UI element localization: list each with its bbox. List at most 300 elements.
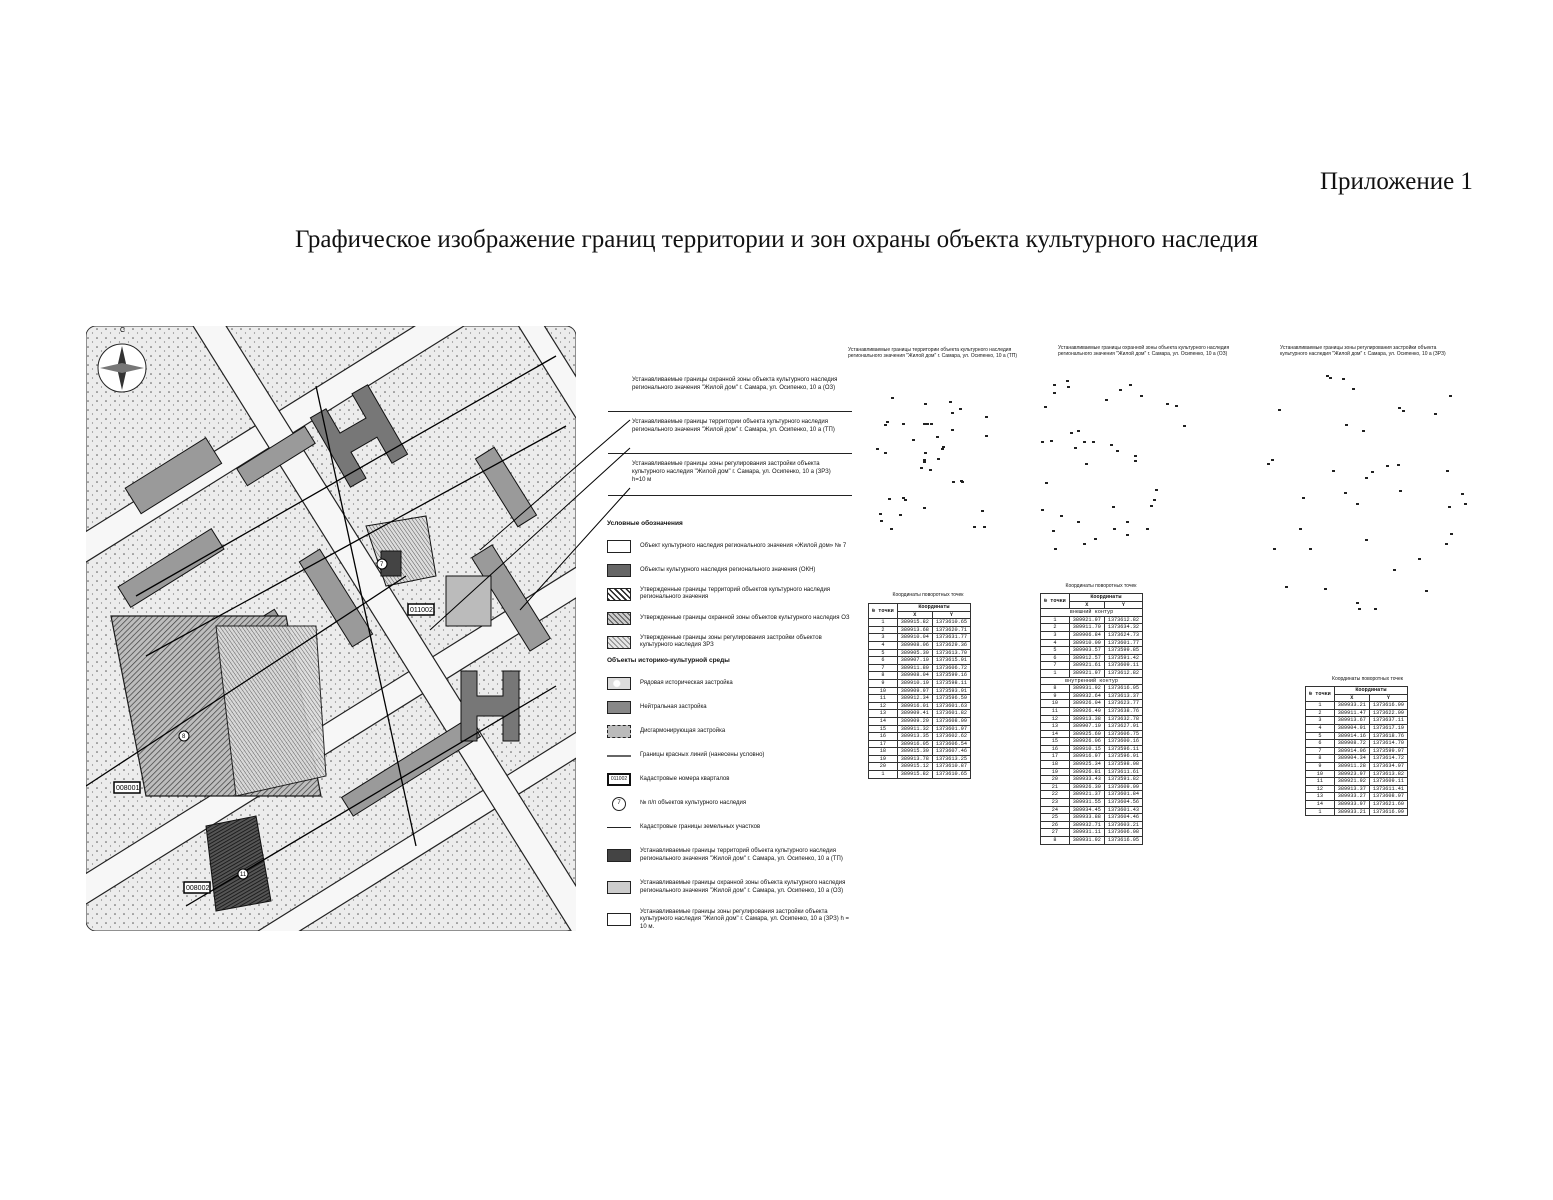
legend-symbol: 7 [612, 797, 626, 811]
table-cell: 389914.06 [1334, 747, 1369, 755]
table-cell: 27 [1041, 829, 1070, 837]
table-cell: 1373610.65 [932, 771, 970, 779]
table-cell: 16 [1041, 745, 1070, 753]
table-cell: 1373623.77 [1104, 700, 1142, 708]
legend-symbol [607, 725, 631, 738]
table-cell: 389910.19 [897, 679, 932, 687]
legend-item [607, 873, 851, 903]
table-cell: 1373611.61 [1104, 768, 1142, 776]
table-row [1306, 717, 1408, 725]
boundary-point-mark [981, 510, 984, 512]
table-row [1041, 616, 1143, 624]
coordinates-table-zrz [1305, 686, 1408, 816]
table-row [869, 771, 971, 779]
boundary-point-mark [1070, 432, 1073, 434]
table-cell: 389923.97 [1334, 770, 1369, 778]
table-cell: 11 [1306, 778, 1335, 786]
table-cell: 1373616.99 [1369, 702, 1407, 710]
table-row [869, 619, 971, 627]
table-row [1306, 808, 1408, 816]
table-row [1041, 829, 1143, 837]
table-cell: 389931.11 [1069, 829, 1104, 837]
table-cell: 15 [869, 725, 898, 733]
table-row [1041, 753, 1143, 761]
boundary-point-mark [960, 480, 963, 482]
legend-item [607, 631, 851, 653]
table-cell: 389933.21 [1334, 808, 1369, 816]
table-cell: 24 [1041, 806, 1070, 814]
table-row [1041, 624, 1143, 632]
boundary-point-mark [1356, 503, 1359, 505]
boundary-point-mark [1425, 590, 1428, 592]
boundary-point-mark [961, 481, 964, 483]
legend [607, 520, 851, 937]
table-cell: 1373614.70 [1369, 740, 1407, 748]
legend-item [607, 607, 851, 629]
table-cell: 3 [869, 634, 898, 642]
table-cell: 12 [1306, 785, 1335, 793]
boundary-point-mark [1074, 447, 1077, 449]
table-cell: 1373621.60 [1369, 800, 1407, 808]
table-cell: 1 [1306, 808, 1335, 816]
table-cell: 389931.92 [1069, 685, 1104, 693]
table-cell: 389931.92 [1069, 837, 1104, 845]
table-cell: 1373607.46 [932, 748, 970, 756]
appendix-label: Приложение 1 [1320, 168, 1473, 195]
table-cell: 389926.81 [1069, 768, 1104, 776]
boundary-point-mark [983, 526, 986, 528]
col-x: X [897, 611, 932, 619]
boundary-point-mark [924, 452, 927, 454]
table-row [869, 733, 971, 741]
legend-text: Утвержденные границы охранной зоны объектов культурного наследия ОЗ [640, 614, 850, 621]
col-point: № точки [1306, 687, 1335, 702]
col-y: Y [932, 611, 970, 619]
table-cell: 1373613.70 [932, 649, 970, 657]
table-row [1041, 814, 1143, 822]
table-cell: 14 [869, 717, 898, 725]
legend-text: Кадастровые номера кварталов [640, 776, 730, 783]
table-cell: 1373615.91 [932, 657, 970, 665]
boundary-point-mark [1134, 455, 1137, 457]
table-row [1041, 806, 1143, 814]
legend-text: Устанавливаемые границы зоны регулирования застройки объекта культурного наследия "Жилой дом" г. Самара, ул. Осипенко, 10 а (ЗРЗ) h = 10 м. [640, 908, 849, 930]
table-cell: 1373606.54 [932, 740, 970, 748]
table-cell: 1373599.16 [932, 672, 970, 680]
boundary-point-mark [959, 408, 962, 410]
table-cell: 9 [869, 679, 898, 687]
legend-text: Нейтральная застройка [640, 704, 707, 711]
boundary-point-mark [912, 439, 915, 441]
legend-symbol [607, 564, 631, 577]
boundary-point-mark [1398, 407, 1401, 409]
boundary-point-mark [923, 459, 926, 461]
legend-text: Утвержденные границы территорий объектов культурного наследия регионального значения [640, 587, 831, 601]
boundary-point-mark [1342, 378, 1345, 380]
table-cell: 389933.21 [1334, 702, 1369, 710]
table-cell: 9 [1041, 692, 1070, 700]
boundary-point-mark [951, 429, 954, 431]
boundary-point-mark [1285, 586, 1288, 588]
table-row [1306, 724, 1408, 732]
table-cell: 3 [1306, 717, 1335, 725]
table-cell: 22 [1041, 791, 1070, 799]
table-cell: 389931.55 [1069, 799, 1104, 807]
table-cell: 1373596.11 [1104, 745, 1142, 753]
table-cell: 19 [1041, 768, 1070, 776]
table-cell: 13 [869, 710, 898, 718]
table-cell: 7 [869, 664, 898, 672]
table-cell: 14 [1306, 800, 1335, 808]
callout-text: Устанавливаемые границы охранной зоны объекта культурного наследия регионального значения "Жилой дом" г. Самара, ул. Осипенко, 10 а (ОЗ) [632, 377, 838, 392]
table-row [869, 641, 971, 649]
table-cell: 389921.97 [1069, 669, 1104, 677]
table-cell: 1373593.91 [932, 687, 970, 695]
compass-north-label: С [120, 327, 126, 334]
table-cell: 1373604.56 [1104, 799, 1142, 807]
table-cell: 4 [869, 641, 898, 649]
table-cell: 20 [1041, 776, 1070, 784]
table-cell: 389903.57 [1069, 647, 1104, 655]
boundary-point-mark [1448, 506, 1451, 508]
table-cell: 389909.41 [897, 710, 932, 718]
table-cell: 1373627.91 [1104, 723, 1142, 731]
table-cell: 389911.28 [1334, 762, 1369, 770]
table-cell: 5 [869, 649, 898, 657]
legend-symbol [607, 588, 631, 601]
boundary-point-mark [926, 423, 929, 425]
coordinates-table-oz [1040, 593, 1143, 845]
legend-symbol [607, 612, 631, 625]
table-cell: 1373616.05 [1104, 685, 1142, 693]
boundary-point-mark [1092, 441, 1095, 443]
boundary-point-mark [1116, 450, 1119, 452]
boundary-point-mark [1267, 463, 1270, 465]
table-cell: 9 [1306, 762, 1335, 770]
table-cell: 1373634.32 [1104, 624, 1142, 632]
table-cell: 5 [1041, 647, 1070, 655]
table-row [869, 657, 971, 665]
table-row [1041, 639, 1143, 647]
boundary-point-mark [1077, 521, 1080, 523]
boundary-point-mark [1146, 528, 1149, 530]
col-coords: Координаты [897, 604, 970, 612]
table-cell: 1373601.97 [932, 725, 970, 733]
boundary-point-mark [1054, 548, 1057, 550]
table-row [1041, 707, 1143, 715]
boundary-point-mark [1113, 528, 1116, 530]
boundary-point-mark [1052, 530, 1055, 532]
table-title: Координаты поворотных точек [892, 592, 964, 598]
boundary-point-mark [930, 423, 933, 425]
boundary-point-mark [1352, 388, 1355, 390]
table-cell: 389908.06 [897, 641, 932, 649]
table-cell: 389913.78 [897, 755, 932, 763]
table-cell: 389912.57 [1069, 654, 1104, 662]
table-cell: 1373599.97 [1369, 747, 1407, 755]
table-cell: 4 [1041, 639, 1070, 647]
table-row [1041, 631, 1143, 639]
table-cell: 389915.30 [897, 748, 932, 756]
table-cell: 1373591.42 [1104, 654, 1142, 662]
table-cell: 389934.45 [1069, 806, 1104, 814]
table-cell: 17 [1041, 753, 1070, 761]
table-cell: 389921.97 [1069, 616, 1104, 624]
boundary-point-mark [923, 507, 926, 509]
table-cell: 1373601.63 [932, 702, 970, 710]
table-cell: 18 [1041, 761, 1070, 769]
table-cell: 19 [869, 755, 898, 763]
table-cell: 13 [1306, 793, 1335, 801]
table-cell: 25 [1041, 814, 1070, 822]
table-cell: 389907.10 [1069, 723, 1104, 731]
table-row [1041, 791, 1143, 799]
col-x: X [1069, 601, 1104, 609]
boundary-point-mark [1344, 492, 1347, 494]
table-row [1306, 747, 1408, 755]
boundary-point-mark [1066, 380, 1069, 382]
table-row [1041, 669, 1143, 677]
table-title: Координаты поворотных точек [1065, 583, 1137, 589]
table-cell: 389926.06 [1069, 738, 1104, 746]
legend-item [607, 841, 851, 871]
table-cell: 1373601.82 [932, 710, 970, 718]
table-row [1306, 709, 1408, 717]
table-cell: 7 [1041, 662, 1070, 670]
boundary-point-mark [1067, 386, 1070, 388]
table-cell: 14 [1041, 730, 1070, 738]
panel-title-oz: Устанавливаемые границы охранной зоны объекта культурного наследия регионального значения "Жилой дом" г. Самара, ул. Осипенко, 10 а (ОЗ) [1058, 345, 1230, 357]
table-cell: 1373620.71 [932, 626, 970, 634]
table-title: Координаты поворотных точек [1332, 676, 1403, 682]
table-cell: 389910.15 [1069, 745, 1104, 753]
table-cell: 26 [1041, 821, 1070, 829]
boundary-point-mark [1356, 602, 1359, 604]
callout-text: Устанавливаемые границы территории объекта культурного наследия регионального значения "Жилой дом" г. Самара, ул. Осипенко, 10 а (ТП) [632, 419, 835, 434]
table-cell: 389933.88 [1069, 814, 1104, 822]
boundary-point-mark [1449, 395, 1452, 397]
col-coords: Координаты [1334, 687, 1407, 695]
table-cell: 13 [1041, 723, 1070, 731]
table-cell: 389910.04 [897, 634, 932, 642]
table-cell: 389921.92 [1334, 778, 1369, 786]
boundary-point-mark [1345, 424, 1348, 426]
table-cell: 389925.60 [1069, 730, 1104, 738]
boundary-point-mark [1150, 505, 1153, 507]
panel-title-tp: Устанавливаемые границы территории объекта культурного наследия регионального значения "Жилой дом" г. Самара, ул. Осипенко, 10 а (ТП) [848, 347, 1018, 359]
boundary-point-mark [1083, 441, 1086, 443]
table-cell: 1373602.62 [932, 733, 970, 741]
table-cell: 389926.40 [1069, 707, 1104, 715]
legend-text: Объект культурного наследия регионального значения «Жилой дом» № 7 [640, 542, 847, 549]
boundary-point-mark [1365, 539, 1368, 541]
compass-rose [98, 344, 146, 392]
table-cell: 389911.70 [1069, 624, 1104, 632]
table-cell: 1373608.97 [1369, 793, 1407, 801]
boundary-point-mark [886, 421, 889, 423]
table-row [1306, 762, 1408, 770]
table-row [1041, 761, 1143, 769]
boundary-point-mark [1418, 558, 1421, 560]
boundary-point-mark [1371, 471, 1374, 473]
table-row [1041, 776, 1143, 784]
table-cell: 1373610.65 [932, 619, 970, 627]
table-cell: 389915.82 [897, 771, 932, 779]
col-y: Y [1104, 601, 1142, 609]
table-row [1306, 755, 1408, 763]
boundary-point-mark [985, 416, 988, 418]
table-row [869, 672, 971, 680]
table-row [1041, 738, 1143, 746]
table-row [1041, 685, 1143, 693]
legend-item [607, 745, 851, 767]
boundary-point-mark [1119, 389, 1122, 391]
table-cell: 6 [1306, 740, 1335, 748]
table-cell: 389916.05 [897, 740, 932, 748]
boundary-point-mark [1094, 538, 1097, 540]
boundary-point-mark [1110, 444, 1113, 446]
boundary-point-mark [1112, 506, 1115, 508]
table-cell: 1373591.82 [1104, 776, 1142, 784]
table-cell: 389911.80 [897, 664, 932, 672]
boundary-point-mark [1273, 548, 1276, 550]
boundary-point-mark [1166, 403, 1169, 405]
boundary-point-mark [929, 469, 932, 471]
table-cell: 4 [1306, 724, 1335, 732]
table-cell: 1373603.21 [1104, 821, 1142, 829]
table-row [869, 626, 971, 634]
table-cell: 1373612.82 [1104, 616, 1142, 624]
table-row [869, 763, 971, 771]
boundary-point-mark [1399, 490, 1402, 492]
boundary-point-mark [924, 403, 927, 405]
table-cell: 1373596.59 [932, 695, 970, 703]
table-cell: 1373613.82 [1369, 770, 1407, 778]
table-row [1306, 702, 1408, 710]
table-cell: 1373609.11 [1104, 662, 1142, 670]
boundary-point-mark [1129, 384, 1132, 386]
table-cell: 1373616.99 [1369, 808, 1407, 816]
table-cell: 16 [869, 733, 898, 741]
table-cell: 1373599.85 [1104, 647, 1142, 655]
table-cell: 1373611.41 [1369, 785, 1407, 793]
table-row [869, 710, 971, 718]
table-row [869, 687, 971, 695]
callout-text: Устанавливаемые границы зоны регулирования застройки объекта культурного наследия "Жилой дом" г. Самара, ул. Осипенко, 10 а (ЗРЗ) h=10 м [632, 461, 831, 484]
table-cell: 1373601.84 [1104, 791, 1142, 799]
table-row [869, 664, 971, 672]
table-cell: 389909.97 [897, 687, 932, 695]
table-cell: 389911.47 [1334, 709, 1369, 717]
boundary-point-mark [1434, 413, 1437, 415]
table-cell: 20 [869, 763, 898, 771]
boundary-point-mark [937, 458, 940, 460]
table-cell: 1 [1041, 616, 1070, 624]
boundary-point-mark [973, 526, 976, 528]
boundary-point-mark [1126, 534, 1129, 536]
table-row [869, 748, 971, 756]
table-cell: 389933.27 [1334, 793, 1369, 801]
table-cell: 389913.35 [897, 733, 932, 741]
col-point: № точки [1041, 594, 1070, 609]
table-cell: 1373606.75 [1104, 730, 1142, 738]
boundary-point-mark [952, 481, 955, 483]
table-row [869, 634, 971, 642]
table-cell: 389926.30 [1069, 783, 1104, 791]
table-cell: 1373598.11 [932, 679, 970, 687]
boundary-point-mark [1085, 463, 1088, 465]
boundary-point-mark [1053, 384, 1056, 386]
boundary-point-mark [902, 497, 905, 499]
page-title: Графическое изображение границ территории и зон охраны объекта культурного наследия [294, 226, 1259, 253]
quarter-label: 011002 [410, 607, 433, 614]
table-row [1041, 654, 1143, 662]
legend-item [607, 559, 851, 581]
legend-text: Кадастровые границы земельных участков [640, 824, 761, 831]
table-cell: 389910.09 [1069, 639, 1104, 647]
table-cell: 389912.34 [897, 695, 932, 703]
table-cell: 1373616.05 [1104, 837, 1142, 845]
table-cell: 389932.64 [1069, 692, 1104, 700]
table-row [1041, 715, 1143, 723]
table-cell: 11 [869, 695, 898, 703]
boundary-point-mark [1302, 497, 1305, 499]
table-cell: 1373612.82 [1104, 669, 1142, 677]
table-cell: 3 [1041, 631, 1070, 639]
table-row [869, 702, 971, 710]
table-row [1041, 799, 1143, 807]
table-cell: 12 [869, 702, 898, 710]
boundary-point-mark [1271, 459, 1274, 461]
table-row [1306, 732, 1408, 740]
boundary-point-mark [1362, 430, 1365, 432]
table-cell: 8 [1306, 755, 1335, 763]
table-row [1041, 662, 1143, 670]
col-x: X [1334, 694, 1369, 702]
legend-text: Дисгармонирующая застройка [640, 728, 726, 735]
table-cell: 1373608.09 [932, 717, 970, 725]
table-cell: 1373634.97 [1369, 762, 1407, 770]
table-cell: 1 [1041, 669, 1070, 677]
legend-subheading: Объекты историко-культурной среды [607, 657, 730, 665]
boundary-point-mark [879, 513, 882, 515]
boundary-point-mark [876, 448, 879, 450]
boundary-point-mark [884, 424, 887, 426]
table-row [1041, 692, 1143, 700]
table-cell: 389906.84 [1069, 631, 1104, 639]
legend-symbol [607, 677, 631, 690]
table-cell: 12 [1041, 715, 1070, 723]
object-number: 7 [380, 562, 384, 568]
boundary-point-mark [891, 397, 894, 399]
legend-item [607, 769, 851, 791]
map-callouts [632, 376, 844, 502]
table-cell: 389932.71 [1069, 821, 1104, 829]
table-cell: 389913.68 [897, 626, 932, 634]
legend-text: Устанавливаемые границы территорий объекта культурного наследия регионального значения "Жилой дом" г. Самара, ул. Осипенко, 10 а (ТП) [640, 848, 843, 862]
legend-text: Рядовая историческая застройка [640, 680, 733, 687]
table-row [869, 717, 971, 725]
legend-symbol [607, 913, 631, 926]
legend-symbol [607, 636, 631, 649]
table-cell: 10 [1041, 700, 1070, 708]
table-cell: 389913.38 [1069, 715, 1104, 723]
table-cell: 8 [1041, 685, 1070, 693]
table-cell: 389926.04 [1069, 700, 1104, 708]
table-cell: 21 [1041, 783, 1070, 791]
legend-item [607, 697, 851, 719]
table-cell: 1373629.36 [932, 641, 970, 649]
